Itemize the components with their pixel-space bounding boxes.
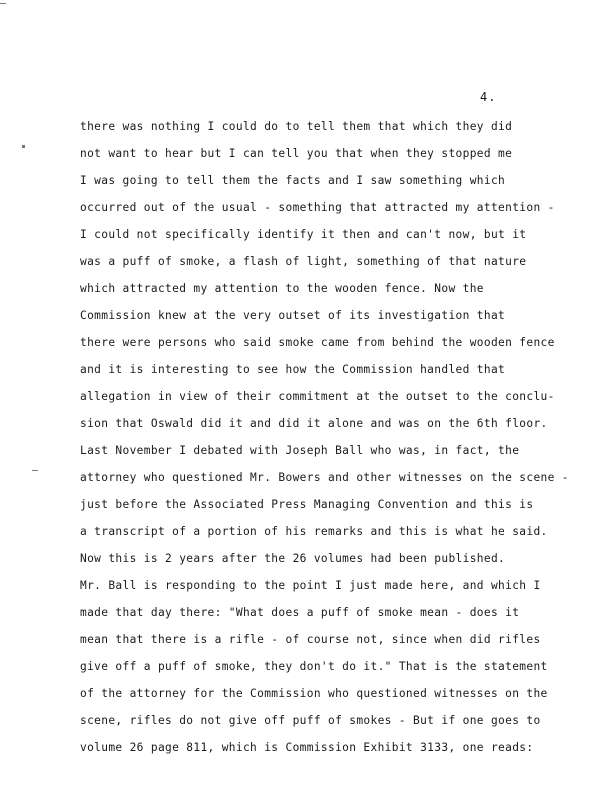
text-line: give off a puff of smoke, they don't do it." That is the statement xyxy=(80,660,548,673)
text-line: of the attorney for the Commission who questioned witnesses on the xyxy=(80,687,548,700)
text-line: I could not specifically identify it then and can't now, but it xyxy=(80,228,527,241)
text-line: occurred out of the usual - something that attracted my attention - xyxy=(80,201,555,214)
text-line: made that day there: "What does a puff of smoke mean - does it xyxy=(80,606,520,619)
left-margin-mark-top xyxy=(0,3,6,4)
text-line: which attracted my attention to the wooden fence. Now the xyxy=(80,282,484,295)
text-line: allegation in view of their commitment at the outset to the conclu- xyxy=(80,390,555,403)
text-line: there were persons who said smoke came from behind the wooden fence xyxy=(80,336,555,349)
text-line: there was nothing I could do to tell them that which they did xyxy=(80,120,513,133)
text-line: mean that there is a rifle - of course not, since when did rifles xyxy=(80,633,541,646)
text-line: Last November I debated with Joseph Ball who was, in fact, the xyxy=(80,444,520,457)
text-line: Now this is 2 years after the 26 volumes had been published. xyxy=(80,552,506,565)
text-line: scene, rifles do not give off puff of smokes - But if one goes to xyxy=(80,714,541,727)
text-line: was a puff of smoke, a flash of light, something of that nature xyxy=(80,255,527,268)
text-line: a transcript of a portion of his remarks and this is what he said. xyxy=(80,525,548,538)
text-line: not want to hear but I can tell you that when they stopped me xyxy=(80,147,513,160)
text-line: attorney who questioned Mr. Bowers and other witnesses on the scene - xyxy=(80,471,569,484)
left-margin-mark xyxy=(32,470,38,471)
text-line: volume 26 page 811, which is Commission Exhibit 3133, one reads: xyxy=(80,741,534,754)
text-line: Mr. Ball is responding to the point I just made here, and which I xyxy=(80,579,541,592)
text-line: Commission knew at the very outset of its investigation that xyxy=(80,309,506,322)
left-margin-mark xyxy=(22,145,25,148)
text-line: I was going to tell them the facts and I saw something which xyxy=(80,174,506,187)
page-number: 4. xyxy=(480,90,497,104)
text-line: and it is interesting to see how the Commission handled that xyxy=(80,363,506,376)
text-line: just before the Associated Press Managing Convention and this is xyxy=(80,498,534,511)
text-line: sion that Oswald did it and did it alone and was on the 6th floor. xyxy=(80,417,548,430)
